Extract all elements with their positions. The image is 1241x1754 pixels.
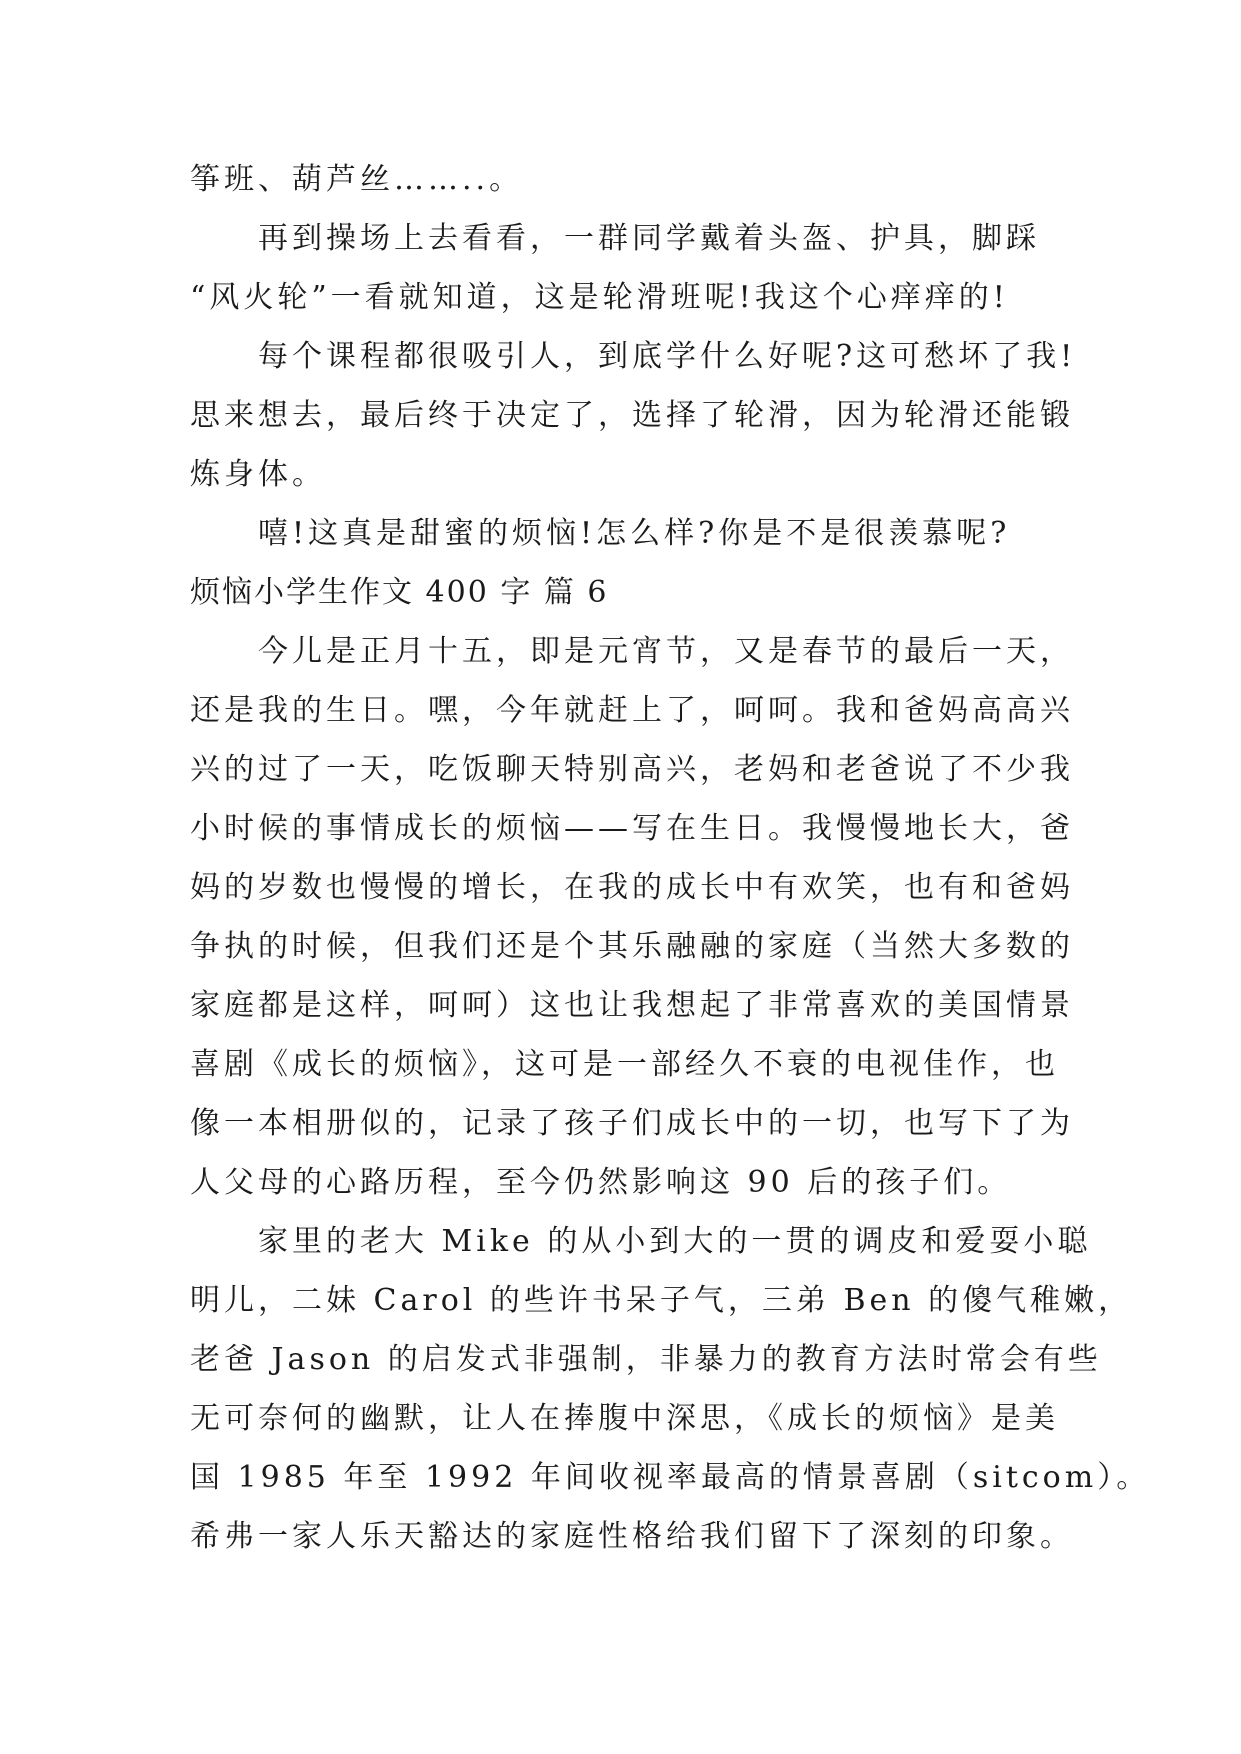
text-line: 人父母的心路历程，至今仍然影响这 90 后的孩子们。: [190, 1165, 1012, 1200]
paragraph-start-line: 每个课程都很吸引人，到底学什么好呢?这可愁坏了我!: [258, 339, 1077, 374]
text-line: 国 1985 年至 1992 年间收视率最高的情景喜剧（sitcom）。: [190, 1460, 1151, 1495]
text-line: 老爸 Jason 的启发式非强制，非暴力的教育方法时常会有些: [190, 1342, 1102, 1377]
text-line: 还是我的生日。嘿，今年就赶上了，呵呵。我和爸妈高高兴: [190, 693, 1074, 728]
paragraph-start-line: 嘻!这真是甜蜜的烦恼!怎么样?你是不是很羡慕呢?: [258, 516, 1011, 551]
paragraph-start-line: 今儿是正月十五，即是元宵节，又是春节的最后一天，: [258, 634, 1074, 669]
text-line: 筝班、葫芦丝……..。: [190, 162, 524, 197]
text-line: 希弗一家人乐天豁达的家庭性格给我们留下了深刻的印象。: [190, 1519, 1074, 1554]
text-line: 争执的时候，但我们还是个其乐融融的家庭（当然大多数的: [190, 929, 1074, 964]
text-line: 家庭都是这样，呵呵）这也让我想起了非常喜欢的美国情景: [190, 988, 1074, 1023]
text-line: 妈的岁数也慢慢的增长，在我的成长中有欢笑，也有和爸妈: [190, 870, 1074, 905]
text-line: 无可奈何的幽默，让人在捧腹中深思，《成长的烦恼》是美: [190, 1401, 1059, 1436]
text-line: 喜剧《成长的烦恼》，这可是一部经久不衰的电视佳作，也: [190, 1047, 1059, 1082]
paragraph-start-line: 再到操场上去看看，一群同学戴着头盔、护具，脚踩: [258, 221, 1040, 256]
paragraph-start-line: 家里的老大 Mike 的从小到大的一贯的调皮和爱耍小聪: [258, 1224, 1092, 1259]
text-line: 兴的过了一天，吃饭聊天特别高兴，老妈和老爸说了不少我: [190, 752, 1074, 787]
text-line: 像一本相册似的，记录了孩子们成长中的一切，也写下了为: [190, 1106, 1074, 1141]
document-page: [190, 150, 1151, 1566]
text-line: “风火轮”一看就知道，这是轮滑班呢!我这个心痒痒的!: [190, 280, 1009, 315]
text-line: 炼身体。: [190, 457, 326, 492]
text-line: 明儿，二妹 Carol 的些许书呆子气，三弟 Ben 的傻气稚嫩，: [190, 1283, 1133, 1318]
text-line: 小时候的事情成长的烦恼——写在生日。我慢慢地长大，爸: [190, 811, 1074, 846]
text-line: 思来想去，最后终于决定了，选择了轮滑，因为轮滑还能锻: [190, 398, 1074, 433]
section-heading: 烦恼小学生作文 400 字 篇 6: [190, 575, 609, 610]
